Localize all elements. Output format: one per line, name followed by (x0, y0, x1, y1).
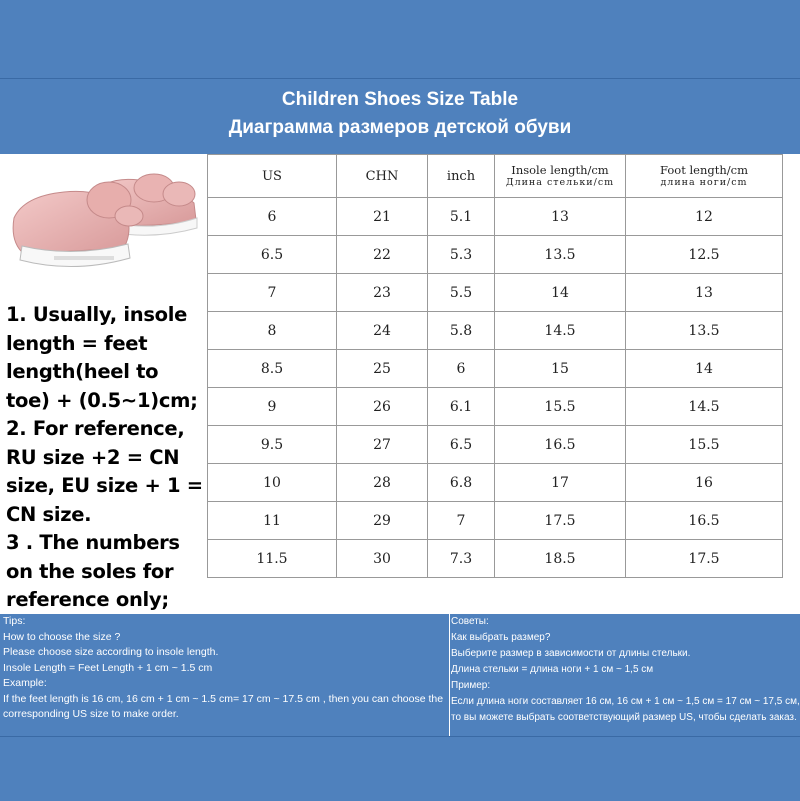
table-row (208, 464, 783, 502)
cell-inch: 7 (428, 502, 495, 540)
tips-russian (448, 614, 800, 736)
cell-us: 9.5 (208, 426, 337, 464)
cell-chn: 29 (337, 502, 428, 540)
cell-us: 9 (208, 388, 337, 426)
cell-us: 7 (208, 274, 337, 312)
cell-us: 6.5 (208, 236, 337, 274)
cell-chn: 24 (337, 312, 428, 350)
cell-foot: 17.5 (626, 540, 783, 578)
cell-chn: 25 (337, 350, 428, 388)
header-foot-en: Foot length/cm (660, 163, 748, 177)
cell-inch: 5.5 (428, 274, 495, 312)
cell-foot: 14 (626, 350, 783, 388)
cell-inch: 6.8 (428, 464, 495, 502)
shoe-image (4, 158, 204, 288)
table-row (208, 274, 783, 312)
cell-inch: 7.3 (428, 540, 495, 578)
content-panel (0, 154, 800, 614)
table-row (208, 198, 783, 236)
table-header-row (208, 155, 783, 198)
note-item: 2. For reference, RU size +2 = CN size, EU size + 1 = CN size. (6, 417, 203, 526)
note-item: 3 . The numbers on the soles for reference only; (6, 531, 180, 611)
table-row (208, 312, 783, 350)
title-russian: Диаграмма размеров детской обуви (228, 117, 572, 138)
header-us: US (208, 155, 337, 198)
tips-line: Как выбрать размер? (451, 632, 551, 643)
table-row (208, 502, 783, 540)
cell-foot: 15.5 (626, 426, 783, 464)
cell-us: 8 (208, 312, 337, 350)
cell-foot: 16.5 (626, 502, 783, 540)
cell-insole: 13.5 (495, 236, 626, 274)
cell-foot: 12 (626, 198, 783, 236)
cell-insole: 18.5 (495, 540, 626, 578)
cell-insole: 13 (495, 198, 626, 236)
header-insole-ru: Длина стельки/cm (505, 177, 615, 188)
cell-inch: 5.1 (428, 198, 495, 236)
header-chn: CHN (337, 155, 428, 198)
cell-insole: 14.5 (495, 312, 626, 350)
cell-foot: 13.5 (626, 312, 783, 350)
cell-chn: 26 (337, 388, 428, 426)
cell-chn: 28 (337, 464, 428, 502)
cell-insole: 15.5 (495, 388, 626, 426)
cell-chn: 23 (337, 274, 428, 312)
header-foot (626, 155, 783, 198)
cell-inch: 6 (428, 350, 495, 388)
size-notes (6, 301, 206, 615)
size-table (207, 154, 783, 578)
table-row (208, 236, 783, 274)
cell-inch: 6.5 (428, 426, 495, 464)
cell-inch: 6.1 (428, 388, 495, 426)
tips-line: Пример: (451, 680, 491, 691)
tips-line: Tips: (3, 615, 26, 627)
bottom-band (0, 736, 800, 801)
cell-chn: 27 (337, 426, 428, 464)
cell-inch: 5.8 (428, 312, 495, 350)
cell-insole: 17 (495, 464, 626, 502)
cell-insole: 17.5 (495, 502, 626, 540)
tips-line: Советы: (451, 616, 489, 627)
cell-foot: 16 (626, 464, 783, 502)
cell-foot: 13 (626, 274, 783, 312)
cell-chn: 30 (337, 540, 428, 578)
tips-line: Example: (3, 677, 47, 689)
tips-line: Длина стельки = длина ноги + 1 см ~ 1,5 см (451, 664, 654, 675)
cell-us: 6 (208, 198, 337, 236)
tips-line: Выберите размер в зависимости от длины стельки. (451, 648, 691, 659)
cell-us: 8.5 (208, 350, 337, 388)
cell-insole: 14 (495, 274, 626, 312)
cell-us: 11.5 (208, 540, 337, 578)
table-row (208, 388, 783, 426)
header-insole (495, 155, 626, 198)
table-row (208, 426, 783, 464)
cell-chn: 21 (337, 198, 428, 236)
cell-insole: 15 (495, 350, 626, 388)
tips-english (0, 614, 450, 736)
cell-inch: 5.3 (428, 236, 495, 274)
header-inch: inch (428, 155, 495, 198)
header-insole-en: Insole length/cm (511, 163, 609, 177)
tips-line: If the feet length is 16 cm, 16 cm + 1 cm ~ 1.5 cm= 17 cm ~ 17.5 cm , then you can choose the corresponding US size to make order. (3, 692, 444, 720)
cell-chn: 22 (337, 236, 428, 274)
cell-foot: 12.5 (626, 236, 783, 274)
cell-us: 11 (208, 502, 337, 540)
tips-line: Insole Length = Feet Length + 1 cm ~ 1.5 cm (3, 661, 213, 674)
tips-line: Если длина ноги составляет 16 см, 16 см + 1 см ~ 1,5 см = 17 см ~ 17,5 см, то вы можете выбрать соответствующий размер US, чтобы сделать заказ. (451, 696, 800, 723)
cell-us: 10 (208, 464, 337, 502)
cell-foot: 14.5 (626, 388, 783, 426)
cell-insole: 16.5 (495, 426, 626, 464)
note-item: 1. Usually, insole length = feet length(heel to toe) + (0.5~1)cm; (6, 303, 198, 412)
header-band (0, 78, 800, 155)
tips-line: How to choose the size ? (3, 630, 121, 643)
title-english: Children Shoes Size Table (281, 89, 519, 110)
tips-line: Please choose size according to insole length. (3, 646, 219, 658)
header-foot-ru: длина ноги/cm (660, 177, 748, 188)
table-row (208, 350, 783, 388)
table-row (208, 540, 783, 578)
